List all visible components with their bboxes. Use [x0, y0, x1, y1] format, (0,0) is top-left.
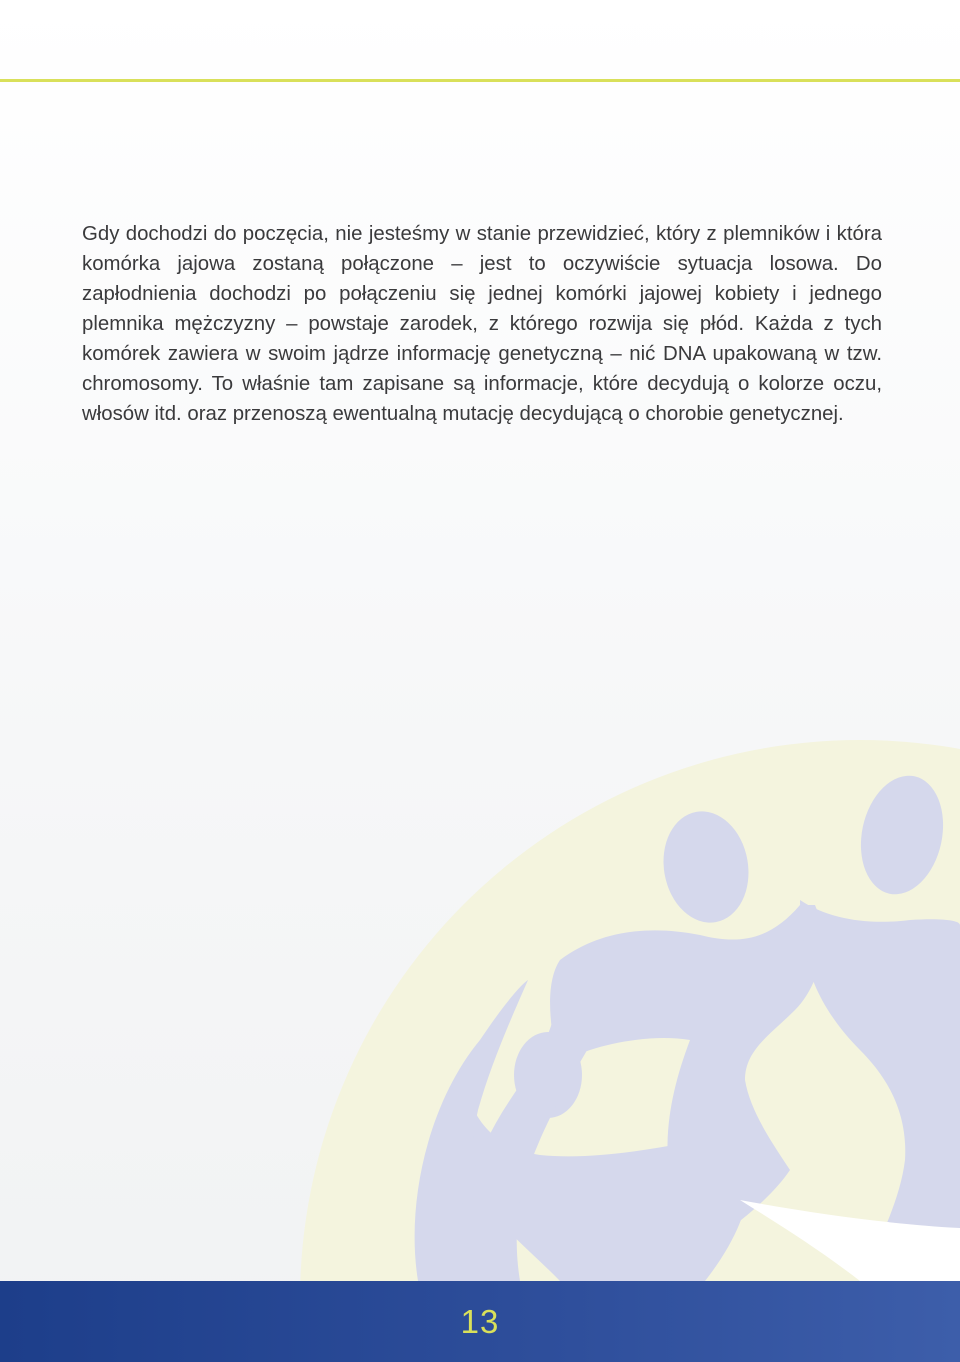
page-number: 13	[460, 1303, 500, 1340]
body-paragraph: Gdy dochodzi do poczęcia, nie jesteśmy w stanie przewidzieć, który z plemników i która komórka jajowa zostaną połączone – jest to oczywiście sytuacja losowa. Do zapłodnienia dochodzi po połączeniu się jednej komórki jajowej kobiety i jednego plemnika mężczyzny – powstaje zarodek, z którego rozwija się płód. Każda z tych komórek zawiera w swoim jądrze informację genetyczną – nić DNA upakowaną w tzw. chromosomy. To właśnie tam zapisane są informacje, które decydują o kolorze oczu, włosów itd. oraz przenoszą ewentualną mutację decydującą o chorobie genetycznej.	[82, 223, 882, 425]
